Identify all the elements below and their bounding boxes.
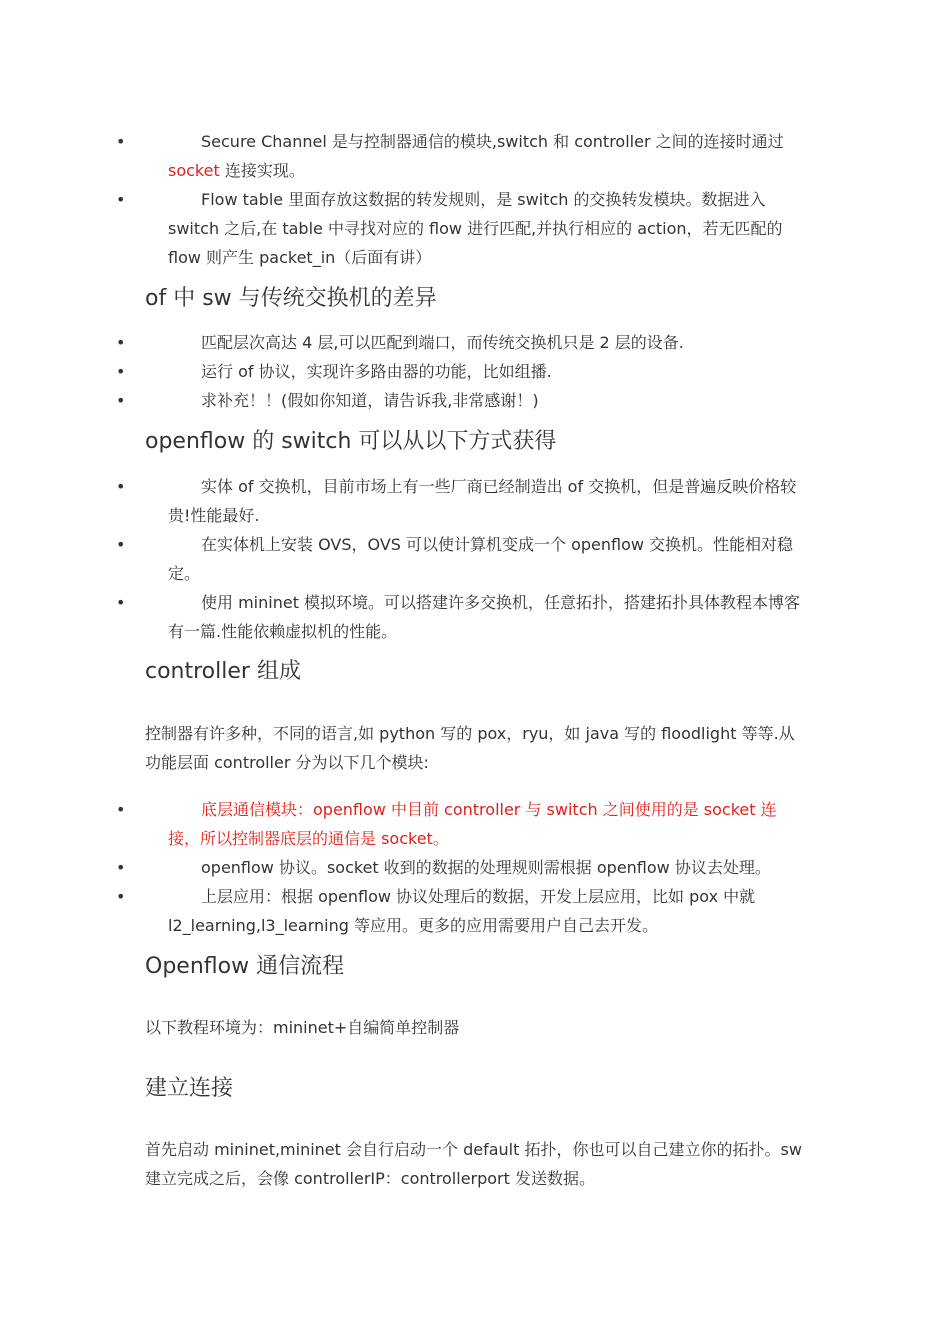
list-item	[116, 185, 808, 272]
bullet-icon: •	[116, 887, 126, 906]
list-item	[116, 127, 808, 185]
paragraph: 控制器有许多种，不同的语言,如 python 写的 pox，ryu，如 java 写的 floodlight 等等.从功能层面 controller 分为以下几个模块:	[145, 724, 795, 772]
list-item-text: Secure Channel 是与控制器通信的模块,switch 和 controller 之间的连接时通过	[201, 132, 784, 151]
bullet-icon: •	[116, 593, 126, 612]
list-item-text: 连接实现。	[219, 161, 305, 180]
bullet-icon: •	[116, 132, 126, 151]
list-item-text: openflow 协议。socket 收到的数据的处理规则需根据 openflow 协议去处理。	[201, 858, 771, 877]
section-heading: controller 组成	[145, 659, 301, 684]
bullet-icon: •	[116, 391, 126, 410]
list-item	[116, 328, 808, 357]
list-item	[116, 386, 808, 415]
controller-modules-list	[116, 795, 808, 940]
list-item	[116, 588, 808, 646]
list-item-text: 上层应用：根据 openflow 协议处理后的数据，开发上层应用，比如 pox 中就 l2_learning,l3_learning 等应用。更多的应用需要用户自己去开发。	[168, 887, 756, 935]
bullet-icon: •	[116, 333, 126, 352]
bullet-icon: •	[116, 477, 126, 496]
bullet-icon: •	[116, 858, 126, 877]
paragraph: 首先启动 mininet,mininet 会自行启动一个 default 拓扑，你也可以自己建立你的拓扑。sw 建立完成之后，会像 controllerIP：controllerport 发送数据。	[145, 1140, 802, 1188]
bullet-icon: •	[116, 190, 126, 209]
list-item-text: 在实体机上安装 OVS，OVS 可以使计算机变成一个 openflow 交换机。性能相对稳定。	[168, 535, 794, 583]
list-item-text: 底层通信模块：openflow 中目前 controller 与 switch 之间使用的是 socket 连接，所以控制器底层的通信是 socket。	[168, 800, 777, 848]
list-item-text: 运行 of 协议，实现许多路由器的功能，比如组播.	[201, 362, 552, 381]
list-item	[116, 882, 808, 940]
bullet-icon: •	[116, 362, 126, 381]
list-item-text: 求补充！！(假如你知道，请告诉我,非常感谢！)	[201, 391, 539, 410]
list-item-text: 使用 mininet 模拟环境。可以搭建许多交换机，任意拓扑，搭建拓扑具体教程本博客有一篇.性能依赖虚拟机的性能。	[168, 593, 801, 641]
list-item	[116, 357, 808, 386]
bullet-icon: •	[116, 800, 126, 819]
list-item-text: 实体 of 交换机，目前市场上有一些厂商已经制造出 of 交换机，但是普遍反映价格较贵!性能最好.	[168, 477, 797, 525]
differences-list	[116, 328, 808, 415]
list-item	[116, 472, 808, 530]
list-item	[116, 795, 808, 853]
section-heading: of 中 sw 与传统交换机的差异	[145, 286, 437, 311]
intro-list	[116, 127, 808, 272]
bullet-icon: •	[116, 535, 126, 554]
list-item-text: 匹配层次高达 4 层,可以匹配到端口，而传统交换机只是 2 层的设备.	[201, 333, 684, 352]
highlight-text: socket	[168, 161, 220, 180]
paragraph: 以下教程环境为：mininet+自编简单控制器	[145, 1018, 460, 1037]
section-heading: Openflow 通信流程	[145, 954, 345, 979]
switch-sources-list	[116, 472, 808, 646]
section-heading: openflow 的 switch 可以从以下方式获得	[145, 429, 557, 454]
list-item	[116, 853, 808, 882]
list-item	[116, 530, 808, 588]
list-item-text: Flow table 里面存放这数据的转发规则，是 switch 的交换转发模块。数据进入 switch 之后,在 table 中寻找对应的 flow 进行匹配,并执行相应的 action，若无匹配的 flow 则产生 packet_in（后面有讲）	[168, 190, 783, 267]
section-heading: 建立连接	[145, 1076, 234, 1101]
